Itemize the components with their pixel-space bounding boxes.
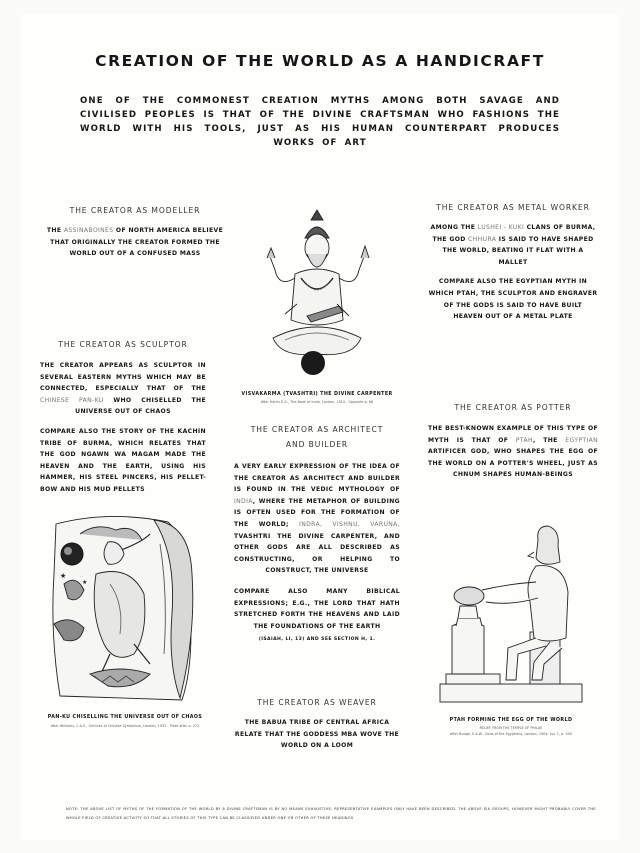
panku-source: After Williams, C.A.S., Outlines of Chinese Symbolism, London, 1932 - Plate after p. 272 <box>50 724 200 728</box>
text-segment: IS SAID TO HAVE SHAPED THE WORLD, BEATING IT FLAT WITH A MALLET <box>442 235 594 266</box>
text-segment: THE CREATOR APPEARS AS SCULPTOR IN SEVERAL EASTERN MYTHS WHICH MAY BE CONNECTED, ESPECIALLY THAT OF THE <box>40 362 206 393</box>
text-weaver: THE BABUA TRIBE OF CENTRAL AFRICA RELATE THAT THE GODDESS MBA WOVE THE WORLD ON A LOOM <box>234 719 400 750</box>
heading-sculptor: THE CREATOR AS SCULPTOR <box>58 340 188 349</box>
text-segment: THE <box>46 227 64 234</box>
text-segment: WHO CHISELLED THE UNIVERSE OUT OF CHAOS <box>75 396 206 416</box>
heading-potter: THE CREATOR AS POTTER <box>454 403 572 412</box>
heading-weaver: THE CREATOR AS WEAVER <box>257 698 377 707</box>
highlight-term: ASSINABOINES <box>63 227 114 234</box>
text-segment: , THE <box>532 436 566 444</box>
footnote: NOTE: THE ABOVE LIST OF MYTHS OF THE FORMATION OF THE WORLD BY A DIVINE CRAFTSMAN IS BY NO MEANS EXHAUSTIVE; REPRESENTATIVE EXAMPLES ONLY HAVE BEEN DESCRIBED. THE ABOVE SIX GROUPS, HOWEVER MIGHT PROBABLY COVER THE WHOLE FIELD OF CREATIVE ACTIVITY SO THAT ALL STORIES OF THIS TYPE CAN BE CLASSIFIED UNDER ONE OR OTHER OF THESE HEADINGS <box>66 807 596 820</box>
text-segment: ARTIFICER GOD, WHO SHAPES THE EGG OF THE WORLD ON A POTTER'S WHEEL, JUST AS CHNUM SHAPES HUMAN-BEINGS <box>428 448 598 479</box>
text-metal-worker-compare: COMPARE ALSO THE EGYPTIAN MYTH IN WHICH PTAH, THE SCULPTOR AND ENGRAVER OF THE GODS IS SAID TO HAVE BUILT HEAVEN OUT OF A METAL PLATE <box>428 278 598 321</box>
highlight-term: INDIA <box>234 497 253 505</box>
globe-icon <box>301 351 325 375</box>
visvakarma-illustration <box>241 208 393 404</box>
star-icon: ★ <box>60 572 67 580</box>
text-potter <box>428 423 598 481</box>
sun-highlight <box>64 547 72 555</box>
text-modeller <box>40 225 230 260</box>
section-metal-worker <box>428 200 598 323</box>
ptah-source: After Budge, E.A.W., Gods of the Egyptians, London, 1904, vol. 1, p. 500 <box>449 732 573 736</box>
text-segment: OF NORTH AMERICA BELIEVE THAT ORIGINALLY THE CREATOR FORMED THE WORLD OUT OF A CONFUSED MASS <box>50 227 224 258</box>
visvakarma-caption: VISVAKARMA (TVASHTRI) THE DIVINE CARPENTER <box>241 392 393 397</box>
section-potter <box>428 400 598 481</box>
ptah-caption: PTAH FORMING THE EGG OF THE WORLD <box>449 718 573 723</box>
star-icon: ★ <box>82 579 88 586</box>
text-segment: CLANS OF BURMA, THE GOD <box>432 224 596 243</box>
text-segment <box>69 397 79 404</box>
section-sculptor <box>40 337 206 496</box>
heading-architect: THE CREATOR AS ARCHITECT <box>250 425 384 434</box>
highlight-term: CHHURA <box>468 235 497 243</box>
highlight-term: INDRA, VISHNU, VARUNA, <box>299 520 400 528</box>
section-architect <box>234 422 400 642</box>
text-segment: , WHERE THE METAPHOR OF BUILDING IS OFTEN USED FOR THE FORMATION OF THE WORLD; <box>234 497 400 528</box>
visvakarma-source: After Harris E.G., The Book of India, London, 1914 - Opposite p. 66 <box>260 400 374 404</box>
text-architect-compare: COMPARE ALSO MANY BIBLICAL EXPRESSIONS; E.G., THE LORD THAT HATH STRETCHED FORTH THE HEAVENS AND LAID THE FOUNDATIONS OF THE EARTH <box>234 587 400 630</box>
intro-text: ONE OF THE COMMONEST CREATION MYTHS AMONG BOTH SAVAGE AND CIVILISED PEOPLES IS THAT OF THE DIVINE CRAFTSMAN WHO FASHIONS THE WORLD WITH HIS TOOLS, JUST AS HIS HUMAN COUNTERPART PRODUCES WORKS OF ART <box>80 96 560 148</box>
text-architect <box>234 461 400 577</box>
heading-metal-worker: THE CREATOR AS METAL WORKER <box>436 203 590 212</box>
section-modeller <box>40 203 230 260</box>
highlight-term: PTAH <box>515 436 533 444</box>
visvakarma-drawing <box>255 208 379 384</box>
text-segment: THE BEST-KNOWN EXAMPLE OF THIS TYPE OF MYTH IS THAT OF <box>428 425 598 444</box>
text-metal-worker <box>428 222 598 268</box>
sun-icon <box>61 543 83 565</box>
panku-illustration <box>47 514 203 728</box>
panku-drawing <box>50 514 198 702</box>
page-title: CREATION OF THE WORLD AS A HANDICRAFT <box>95 52 545 70</box>
ptah-drawing <box>438 522 584 706</box>
ptah-base-platform <box>440 684 582 702</box>
text-segment: TVASHTRI THE DIVINE CARPENTER, AND OTHER GODS ARE ALL DESCRIBED AS CONSTRUCTING, OR HELPING TO CONSTRUCT, THE UNIVERSE <box>234 532 400 575</box>
architect-reference: (ISAIAH, LI, 13) AND SEE SECTION H, 1. <box>258 637 376 643</box>
heading-architect-2: AND BUILDER <box>285 440 349 449</box>
highlight-term: EGYPTIAN <box>565 436 598 444</box>
ptah-illustration <box>438 522 584 736</box>
highlight-term: CHINESE <box>40 396 70 404</box>
heading-modeller: THE CREATOR AS MODELLER <box>69 206 201 215</box>
text-segment: A VERY EARLY EXPRESSION OF THE IDEA OF THE CREATOR AS ARCHITECT AND BUILDER IS FOUND IN THE VEDIC MYTHOLOGY OF <box>234 463 400 494</box>
text-sculptor-compare: COMPARE ALSO THE STORY OF THE KACHIN TRIBE OF BURMA, WHICH RELATES THAT THE GOD NGAWN WA MAGAM MADE THE HEAVEN AND THE EARTH, USING HIS HAMMER, HIS STEEL PINCERS, HIS PELLET-BOW AND HIS MUD PELLETS <box>40 427 206 493</box>
text-segment: AMONG THE <box>430 224 478 231</box>
ptah-source-relief: RELIEF FROM THE TEMPLE OF PHILAE <box>479 726 543 730</box>
ptah-wheel-base <box>446 674 500 684</box>
highlight-term: PAN-KU <box>79 396 104 404</box>
section-weaver <box>232 695 402 752</box>
highlight-term: LUSHEI - KUKI <box>477 224 525 231</box>
text-sculptor <box>40 360 206 418</box>
panku-caption: PAN-KU CHISELLING THE UNIVERSE OUT OF CHAOS <box>47 715 203 720</box>
